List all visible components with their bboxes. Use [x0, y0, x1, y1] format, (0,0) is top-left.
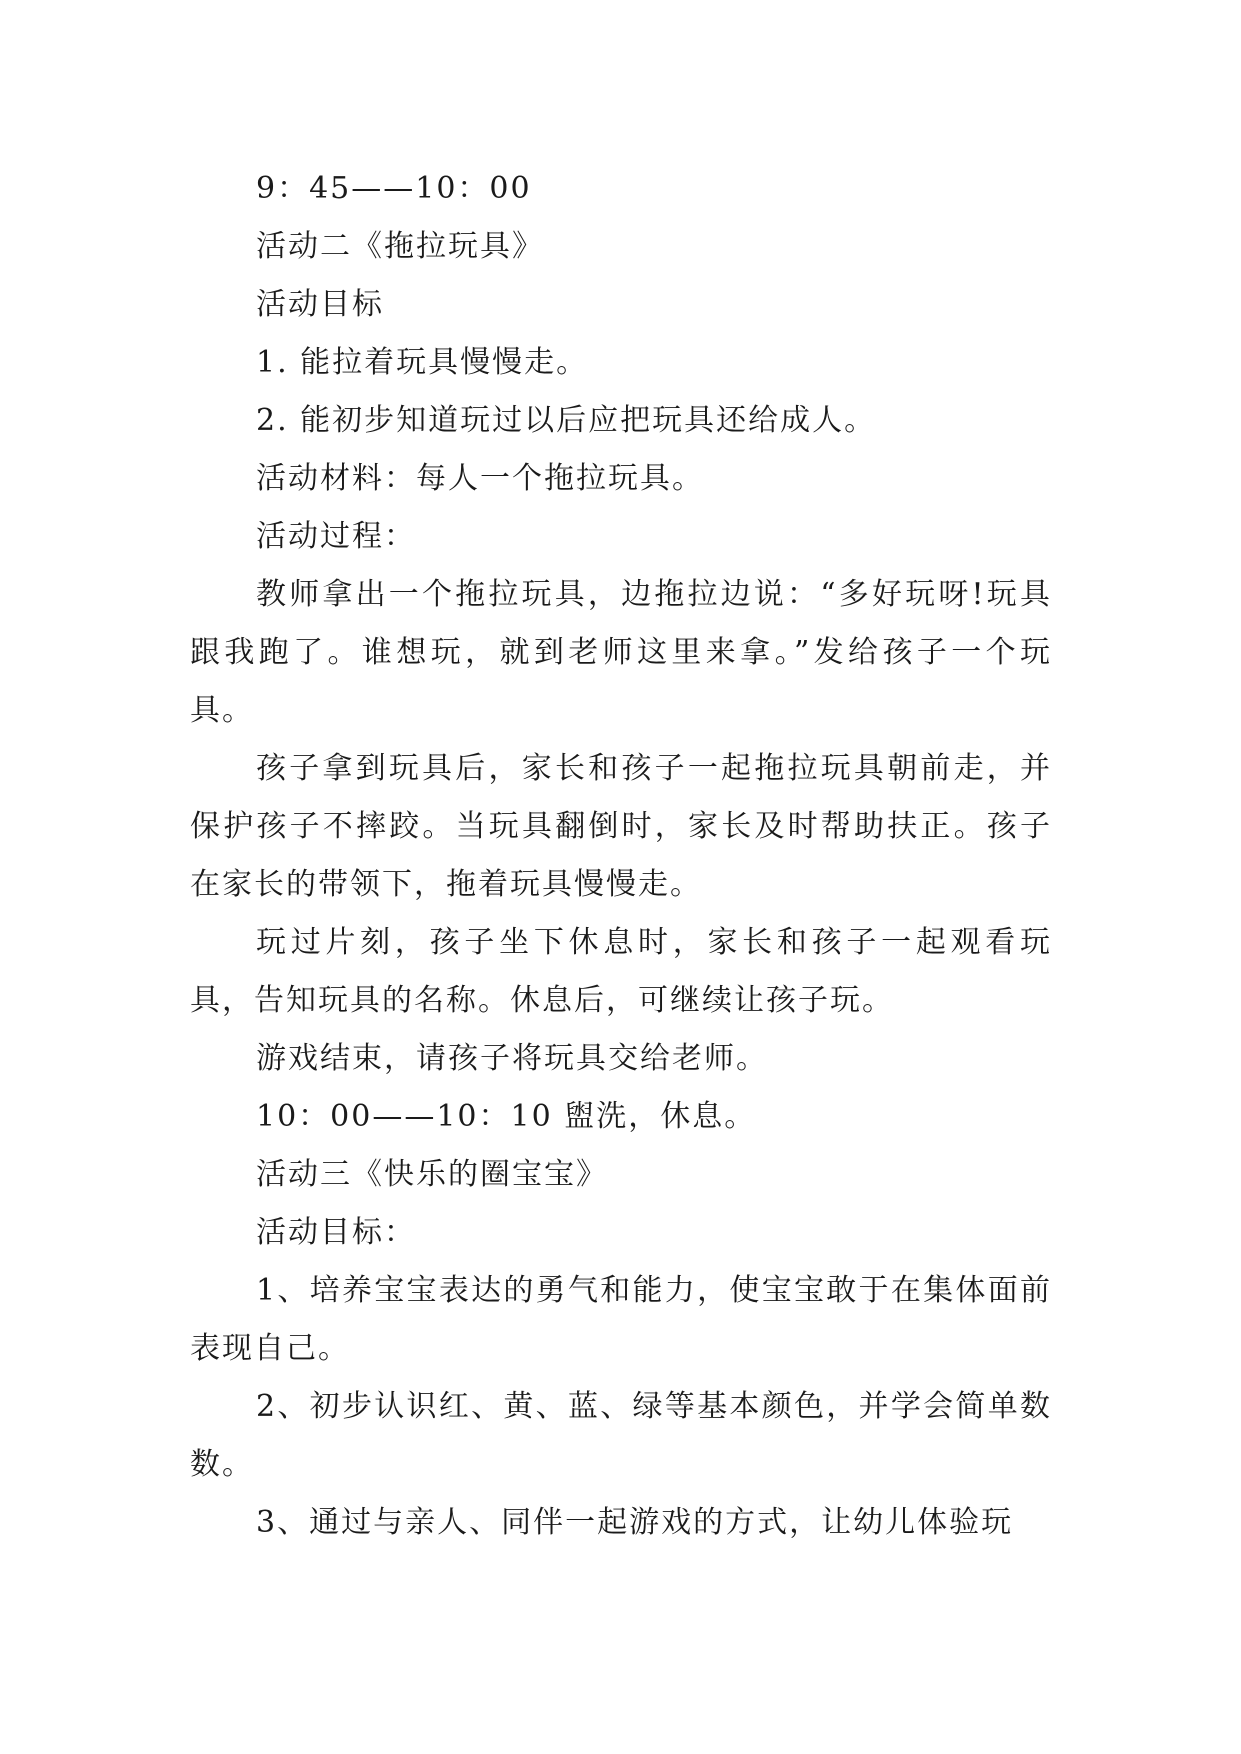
section-heading-goals: 活动目标	[256, 287, 384, 322]
goal-item: 1、培养宝宝表达的勇气和能力，使宝宝敢于在集体面前表现自己。	[190, 1273, 1052, 1366]
goal-item: 2、初步认识红、黄、蓝、绿等基本颜色，并学会简单数数。	[190, 1389, 1052, 1482]
goal-item: 1. 能拉着玩具慢慢走。	[256, 345, 589, 380]
body-paragraph: 教师拿出一个拖拉玩具，边拖拉边说：“多好玩呀!玩具跟我跑了。谁想玩，就到老师这里来拿。”发给孩子一个玩具。	[190, 577, 1052, 728]
time-heading: 9：45——10：00	[256, 171, 532, 206]
time-heading: 10：00——10：10 盥洗，休息。	[256, 1099, 757, 1134]
goal-item: 2. 能初步知道玩过以后应把玩具还给成人。	[256, 403, 877, 438]
body-paragraph: 游戏结束，请孩子将玩具交给老师。	[256, 1041, 768, 1076]
body-paragraph: 玩过片刻，孩子坐下休息时，家长和孩子一起观看玩具，告知玩具的名称。休息后，可继续让孩子玩。	[190, 925, 1052, 1018]
section-heading-process: 活动过程：	[256, 519, 416, 554]
document-body	[190, 160, 1052, 1552]
activity-two-title: 活动二《拖拉玩具》	[256, 229, 544, 264]
materials-paragraph: 活动材料：每人一个拖拉玩具。	[256, 461, 704, 496]
section-heading-goals: 活动目标：	[256, 1215, 416, 1250]
activity-three-title: 活动三《快乐的圈宝宝》	[256, 1157, 608, 1192]
goal-item: 3、通过与亲人、同伴一起游戏的方式，让幼儿体验玩	[256, 1505, 1014, 1540]
body-paragraph: 孩子拿到玩具后，家长和孩子一起拖拉玩具朝前走，并保护孩子不摔跤。当玩具翻倒时，家长及时帮助扶正。孩子在家长的带领下，拖着玩具慢慢走。	[190, 751, 1052, 902]
